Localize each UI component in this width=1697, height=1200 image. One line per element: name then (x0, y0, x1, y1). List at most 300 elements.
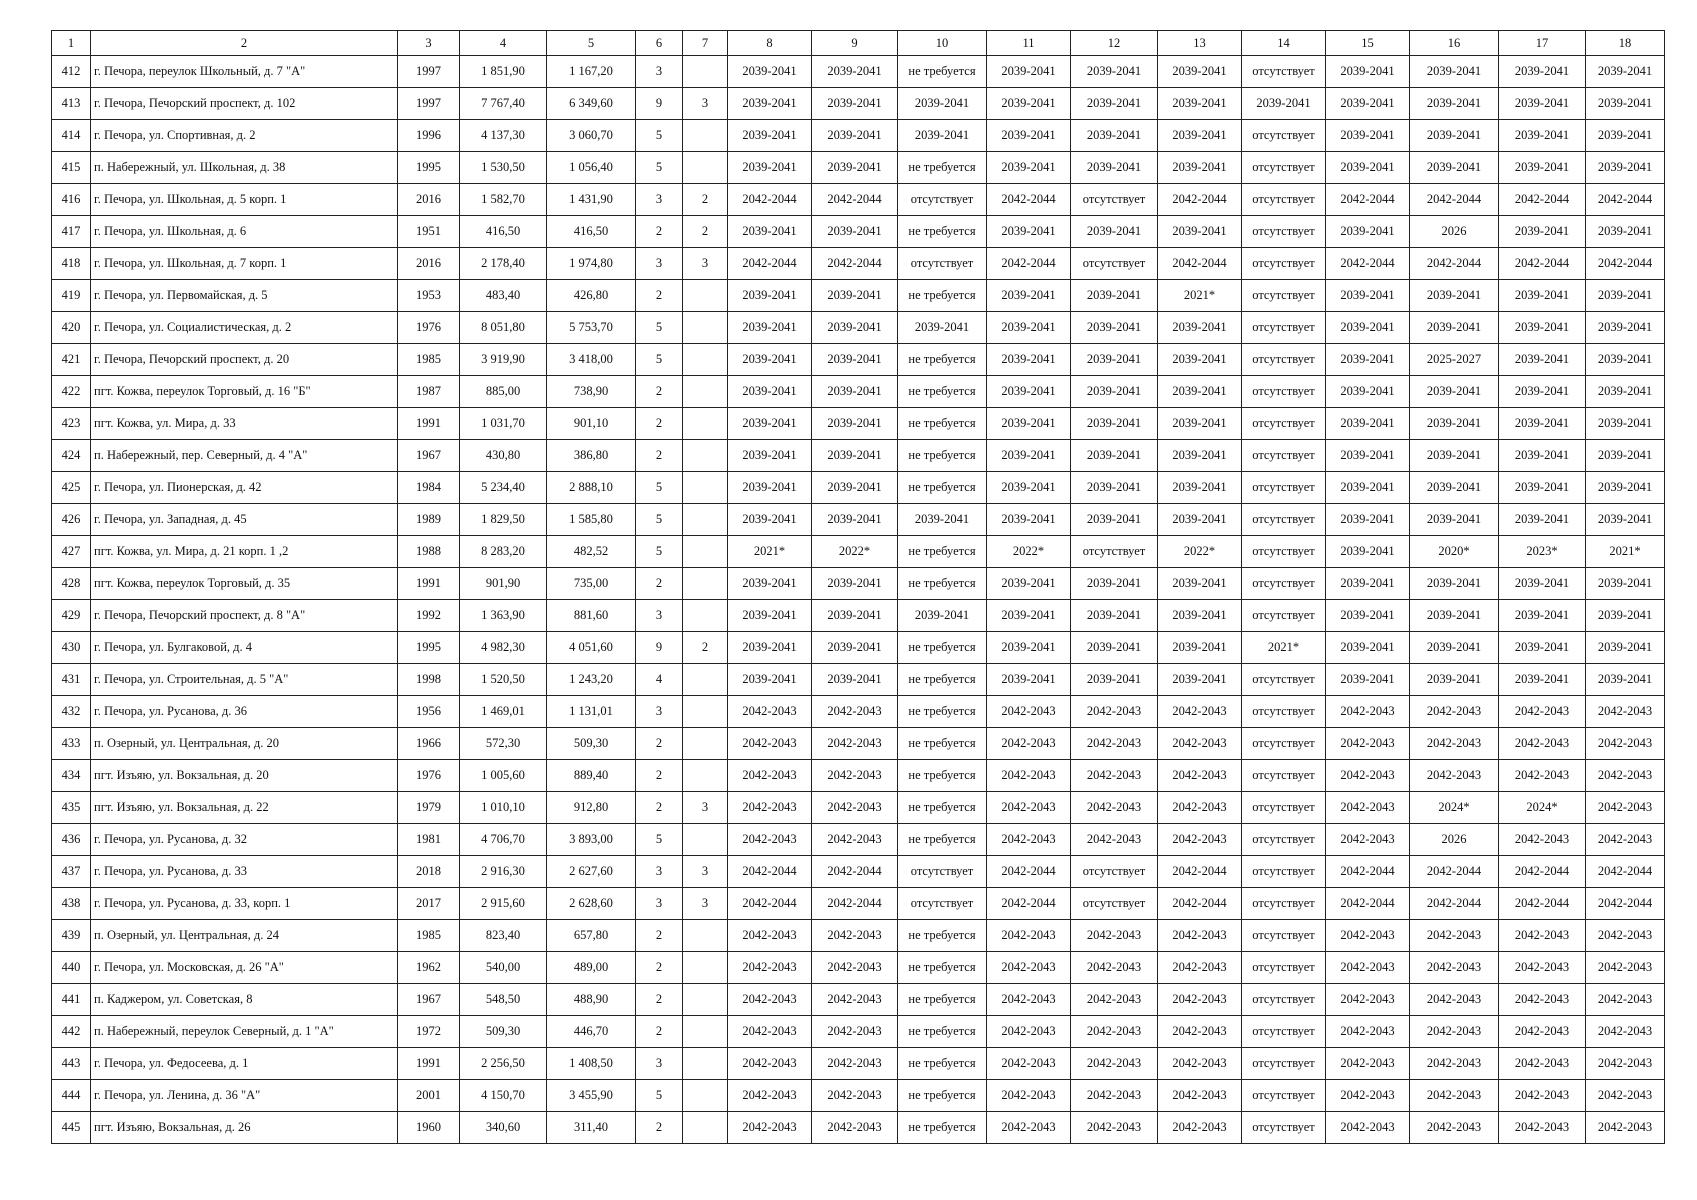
table-cell: 2022* (812, 536, 898, 568)
table-row (52, 88, 1665, 120)
table-cell: 2042-2043 (1586, 728, 1665, 760)
row-number-cell: 429 (52, 600, 91, 632)
column-header-13: 13 (1158, 31, 1242, 56)
table-row (52, 728, 1665, 760)
table-cell: 2039-2041 (1158, 216, 1242, 248)
table-cell: 2039-2041 (1499, 664, 1586, 696)
table-cell: 2042-2044 (1326, 856, 1410, 888)
table-cell: 2039-2041 (1071, 408, 1158, 440)
table-cell: отсутствует (1242, 1048, 1326, 1080)
table-cell: 2039-2041 (728, 568, 812, 600)
table-cell: 2021* (1586, 536, 1665, 568)
table-cell: отсутствует (1242, 920, 1326, 952)
table-cell: 2039-2041 (1410, 664, 1499, 696)
table-cell: отсутствует (1242, 152, 1326, 184)
table-cell: 2042-2044 (1326, 888, 1410, 920)
table-cell: отсутствует (1071, 248, 1158, 280)
table-cell: 3 060,70 (547, 120, 636, 152)
table-cell: 2039-2041 (1410, 88, 1499, 120)
address-cell: г. Печора, ул. Школьная, д. 7 корп. 1 (91, 248, 398, 280)
table-cell: отсутствует (1242, 184, 1326, 216)
table-cell: 3 (636, 856, 683, 888)
table-cell: отсутствует (1242, 728, 1326, 760)
table-cell: 2 (636, 568, 683, 600)
table-cell: 2042-2043 (1586, 1080, 1665, 1112)
table-cell: 1 408,50 (547, 1048, 636, 1080)
address-cell: г. Печора, ул. Социалистическая, д. 2 (91, 312, 398, 344)
table-cell: 2018 (398, 856, 460, 888)
table-cell: 2042-2043 (1586, 952, 1665, 984)
table-cell: 3 (683, 856, 728, 888)
table-cell: 2039-2041 (1158, 600, 1242, 632)
table-cell: 1987 (398, 376, 460, 408)
table-cell: 1972 (398, 1016, 460, 1048)
table-cell: 2042-2044 (1586, 184, 1665, 216)
table-cell: 2042-2043 (812, 920, 898, 952)
table-cell: 2042-2044 (987, 184, 1071, 216)
table-cell: 2042-2044 (1410, 248, 1499, 280)
table-cell: 3 (636, 1048, 683, 1080)
table-cell: 2 (636, 920, 683, 952)
table-cell: 2042-2043 (1326, 984, 1410, 1016)
table-cell: 2042-2043 (728, 952, 812, 984)
table-cell: 2039-2041 (1071, 504, 1158, 536)
table-cell: 2001 (398, 1080, 460, 1112)
table-cell: 2039-2041 (1158, 440, 1242, 472)
housing-repair-schedule-table (51, 30, 1665, 1144)
table-cell: отсутствует (1242, 120, 1326, 152)
table-cell: 2042-2044 (1158, 184, 1242, 216)
table-cell: 2039-2041 (1410, 280, 1499, 312)
table-cell: 2039-2041 (1071, 280, 1158, 312)
table-cell: 2042-2043 (987, 1080, 1071, 1112)
table-cell: 2042-2043 (1499, 728, 1586, 760)
table-row (52, 696, 1665, 728)
table-cell (683, 344, 728, 376)
table-cell: 2039-2041 (812, 664, 898, 696)
address-cell: г. Печора, ул. Пионерская, д. 42 (91, 472, 398, 504)
table-cell: 2039-2041 (987, 152, 1071, 184)
table-cell: 2042-2044 (987, 856, 1071, 888)
table-cell: 572,30 (460, 728, 547, 760)
table-cell: 416,50 (547, 216, 636, 248)
table-cell: 2042-2043 (1499, 1016, 1586, 1048)
table-row (52, 760, 1665, 792)
table-cell: 1966 (398, 728, 460, 760)
table-cell (683, 56, 728, 88)
table-cell: 2039-2041 (1410, 472, 1499, 504)
table-cell: не требуется (898, 152, 987, 184)
table-cell: 3 919,90 (460, 344, 547, 376)
table-cell: 2 (636, 440, 683, 472)
table-cell (683, 1112, 728, 1144)
address-cell: г. Печора, ул. Русанова, д. 33, корп. 1 (91, 888, 398, 920)
table-cell: 2039-2041 (728, 376, 812, 408)
table-cell: отсутствует (1071, 184, 1158, 216)
table-cell: 2 (636, 280, 683, 312)
table-cell: 2039-2041 (1586, 120, 1665, 152)
table-cell: 2020* (1410, 536, 1499, 568)
table-cell: 2039-2041 (1071, 472, 1158, 504)
table-cell: 2039-2041 (1586, 440, 1665, 472)
table-cell (683, 120, 728, 152)
table-cell: 2039-2041 (1071, 344, 1158, 376)
address-cell: пгт. Изъяю, ул. Вокзальная, д. 22 (91, 792, 398, 824)
table-cell: 2039-2041 (1586, 408, 1665, 440)
table-cell: 2039-2041 (1158, 344, 1242, 376)
table-cell: 2039-2041 (1158, 312, 1242, 344)
table-row (52, 568, 1665, 600)
table-cell: 4 (636, 664, 683, 696)
table-cell: 2042-2043 (1499, 1112, 1586, 1144)
table-cell: 2042-2043 (728, 984, 812, 1016)
row-number-cell: 444 (52, 1080, 91, 1112)
table-cell: 2026 (1410, 824, 1499, 856)
row-number-cell: 441 (52, 984, 91, 1016)
table-cell: отсутствует (898, 248, 987, 280)
table-cell (683, 696, 728, 728)
table-cell: 8 283,20 (460, 536, 547, 568)
table-cell: 2042-2043 (1158, 696, 1242, 728)
table-cell: 2042-2043 (1071, 792, 1158, 824)
table-cell: 2042-2043 (1158, 1016, 1242, 1048)
table-cell: 735,00 (547, 568, 636, 600)
row-number-cell: 432 (52, 696, 91, 728)
address-cell: пгт. Изъяю, ул. Вокзальная, д. 20 (91, 760, 398, 792)
column-header-17: 17 (1499, 31, 1586, 56)
table-cell: 2042-2043 (1499, 920, 1586, 952)
table-cell: 2042-2044 (1158, 888, 1242, 920)
table-cell: 2042-2043 (1158, 792, 1242, 824)
table-cell: 2039-2041 (898, 504, 987, 536)
table-cell: 1 167,20 (547, 56, 636, 88)
table-cell (683, 472, 728, 504)
table-cell: 2039-2041 (898, 600, 987, 632)
table-cell: отсутствует (1242, 344, 1326, 376)
table-cell: не требуется (898, 696, 987, 728)
table-cell: 2039-2041 (987, 376, 1071, 408)
table-cell: 2042-2043 (1326, 1048, 1410, 1080)
address-cell: п. Каджером, ул. Советская, 8 (91, 984, 398, 1016)
table-cell: 2039-2041 (1071, 152, 1158, 184)
row-number-cell: 422 (52, 376, 91, 408)
table-cell: 2021* (1242, 632, 1326, 664)
table-cell: 2042-2043 (1410, 1080, 1499, 1112)
table-cell: 2 915,60 (460, 888, 547, 920)
table-cell: 2 (636, 984, 683, 1016)
table-cell: 1 010,10 (460, 792, 547, 824)
column-header-10: 10 (898, 31, 987, 56)
table-cell: 2039-2041 (1586, 88, 1665, 120)
table-cell: 2039-2041 (1499, 440, 1586, 472)
table-cell: 2039-2041 (1586, 152, 1665, 184)
table-cell: 2042-2044 (1410, 856, 1499, 888)
row-number-cell: 416 (52, 184, 91, 216)
table-cell: 2042-2043 (987, 1016, 1071, 1048)
table-row (52, 376, 1665, 408)
table-cell: 311,40 (547, 1112, 636, 1144)
table-row (52, 600, 1665, 632)
table-cell: 2039-2041 (987, 344, 1071, 376)
table-cell: 2042-2043 (987, 696, 1071, 728)
table-cell: 6 349,60 (547, 88, 636, 120)
table-cell: 2017 (398, 888, 460, 920)
table-cell (683, 728, 728, 760)
table-cell: 2042-2044 (812, 888, 898, 920)
table-cell: 2039-2041 (812, 88, 898, 120)
table-cell: 2042-2044 (728, 248, 812, 280)
address-cell: г. Печора, ул. Московская, д. 26 "А" (91, 952, 398, 984)
table-cell: 2021* (1158, 280, 1242, 312)
table-cell (683, 600, 728, 632)
table-cell: 2042-2043 (1158, 952, 1242, 984)
table-cell: 2021* (728, 536, 812, 568)
row-number-cell: 442 (52, 1016, 91, 1048)
table-cell: 2 916,30 (460, 856, 547, 888)
table-cell: 1976 (398, 312, 460, 344)
table-cell: 2022* (1158, 536, 1242, 568)
table-cell: 2042-2043 (1410, 696, 1499, 728)
table-cell: отсутствует (898, 856, 987, 888)
table-cell (683, 760, 728, 792)
table-cell: 2039-2041 (1326, 344, 1410, 376)
table-cell: 2042-2043 (1410, 1112, 1499, 1144)
table-cell: 2042-2043 (1326, 920, 1410, 952)
table-cell: 2039-2041 (1326, 152, 1410, 184)
table-cell: 2039-2041 (987, 88, 1071, 120)
table-cell: 2039-2041 (987, 632, 1071, 664)
table-cell: 2042-2044 (1158, 248, 1242, 280)
table-cell: 2039-2041 (1586, 632, 1665, 664)
table-cell: 2039-2041 (987, 568, 1071, 600)
table-cell: 2039-2041 (1499, 56, 1586, 88)
table-cell: не требуется (898, 1016, 987, 1048)
table-cell: 2042-2044 (1499, 856, 1586, 888)
table-cell: 2039-2041 (1326, 440, 1410, 472)
table-cell: 2042-2043 (1071, 760, 1158, 792)
table-cell: 2039-2041 (1410, 152, 1499, 184)
table-cell: 823,40 (460, 920, 547, 952)
table-cell: 2042-2043 (1326, 1016, 1410, 1048)
table-cell: 1996 (398, 120, 460, 152)
table-cell: 2039-2041 (987, 600, 1071, 632)
table-cell: 2039-2041 (1326, 120, 1410, 152)
table-row (52, 952, 1665, 984)
table-cell: 2039-2041 (1499, 280, 1586, 312)
table-cell: 2039-2041 (1586, 280, 1665, 312)
table-cell: 2042-2043 (728, 696, 812, 728)
table-cell: 2042-2044 (812, 856, 898, 888)
table-cell: 2042-2043 (812, 1016, 898, 1048)
table-cell: 2039-2041 (987, 312, 1071, 344)
table-cell: отсутствует (1242, 280, 1326, 312)
table-cell: 2039-2041 (1158, 664, 1242, 696)
table-cell: 2042-2043 (987, 952, 1071, 984)
table-cell: 2026 (1410, 216, 1499, 248)
table-cell: 2039-2041 (1158, 88, 1242, 120)
table-cell: не требуется (898, 440, 987, 472)
table-cell: 340,60 (460, 1112, 547, 1144)
table-cell: 2042-2044 (987, 888, 1071, 920)
table-cell: 1998 (398, 664, 460, 696)
table-cell: не требуется (898, 920, 987, 952)
table-cell: 2042-2043 (1499, 696, 1586, 728)
table-cell: 2042-2043 (1326, 1080, 1410, 1112)
table-cell: 1981 (398, 824, 460, 856)
address-cell: г. Печора, ул. Русанова, д. 36 (91, 696, 398, 728)
table-cell: 2042-2043 (987, 1112, 1071, 1144)
table-row (52, 1016, 1665, 1048)
table-cell: 2039-2041 (1499, 216, 1586, 248)
column-header-4: 4 (460, 31, 547, 56)
table-cell: отсутствует (1242, 792, 1326, 824)
table-cell: отсутствует (1242, 824, 1326, 856)
table-cell: 2039-2041 (728, 312, 812, 344)
table-cell: 7 767,40 (460, 88, 547, 120)
table-cell: 2039-2041 (812, 440, 898, 472)
table-cell: отсутствует (1242, 984, 1326, 1016)
table-cell: 5 234,40 (460, 472, 547, 504)
table-cell: 426,80 (547, 280, 636, 312)
table-cell: 1985 (398, 920, 460, 952)
table-cell: 2039-2041 (898, 120, 987, 152)
table-cell (683, 1080, 728, 1112)
table-cell: 2042-2043 (1586, 1048, 1665, 1080)
table-cell: 2039-2041 (1586, 600, 1665, 632)
table-cell: отсутствует (898, 888, 987, 920)
table-cell: 2039-2041 (1326, 536, 1410, 568)
table-cell: 2039-2041 (1410, 312, 1499, 344)
address-cell: п. Набережный, ул. Школьная, д. 38 (91, 152, 398, 184)
table-cell: 1 829,50 (460, 504, 547, 536)
table-row (52, 120, 1665, 152)
table-cell: 2039-2041 (1158, 408, 1242, 440)
table-cell: 2042-2043 (1158, 760, 1242, 792)
table-cell: 5 753,70 (547, 312, 636, 344)
table-cell (683, 984, 728, 1016)
table-cell: 2042-2043 (1326, 824, 1410, 856)
table-cell: 2039-2041 (1410, 376, 1499, 408)
address-cell: п. Озерный, ул. Центральная, д. 24 (91, 920, 398, 952)
table-cell: 5 (636, 472, 683, 504)
table-cell: отсутствует (1071, 888, 1158, 920)
table-cell: 2042-2043 (812, 1048, 898, 1080)
table-cell: 2039-2041 (1158, 376, 1242, 408)
table-cell: 2039-2041 (1158, 152, 1242, 184)
table-cell: 8 051,80 (460, 312, 547, 344)
table-cell: 2039-2041 (1071, 600, 1158, 632)
row-number-cell: 433 (52, 728, 91, 760)
table-cell: 5 (636, 504, 683, 536)
table-cell: 2016 (398, 184, 460, 216)
table-cell: 2039-2041 (1586, 504, 1665, 536)
table-row (52, 408, 1665, 440)
table-cell: 2039-2041 (987, 56, 1071, 88)
table-cell: не требуется (898, 664, 987, 696)
table-cell: 2042-2043 (1586, 824, 1665, 856)
table-cell: 2042-2043 (1410, 760, 1499, 792)
table-cell: 2042-2043 (812, 696, 898, 728)
table-cell: отсутствует (1242, 376, 1326, 408)
table-cell: 1 131,01 (547, 696, 636, 728)
table-cell: 2042-2043 (987, 824, 1071, 856)
table-cell: не требуется (898, 760, 987, 792)
table-cell: 1995 (398, 632, 460, 664)
table-cell: 2042-2043 (987, 984, 1071, 1016)
table-row (52, 664, 1665, 696)
row-number-cell: 420 (52, 312, 91, 344)
table-cell: 2039-2041 (1071, 312, 1158, 344)
table-cell: 2042-2044 (1410, 184, 1499, 216)
table-cell: 2039-2041 (728, 664, 812, 696)
table-row (52, 792, 1665, 824)
table-cell: 2039-2041 (1326, 280, 1410, 312)
table-row (52, 1080, 1665, 1112)
table-cell: 2 (636, 952, 683, 984)
table-cell: 2039-2041 (1071, 568, 1158, 600)
table-cell: 2039-2041 (1499, 88, 1586, 120)
table-cell: 2 (636, 408, 683, 440)
table-cell: 2039-2041 (812, 376, 898, 408)
table-cell: 2039-2041 (1586, 472, 1665, 504)
table-cell: 2042-2044 (728, 184, 812, 216)
table-cell: отсутствует (1242, 1112, 1326, 1144)
table-row (52, 280, 1665, 312)
table-cell: 1 530,50 (460, 152, 547, 184)
row-number-cell: 443 (52, 1048, 91, 1080)
table-cell: 2 (636, 376, 683, 408)
table-cell: 901,10 (547, 408, 636, 440)
table-cell: 2042-2044 (1586, 856, 1665, 888)
table-cell: не требуется (898, 280, 987, 312)
table-cell: 1984 (398, 472, 460, 504)
address-cell: п. Озерный, ул. Центральная, д. 20 (91, 728, 398, 760)
table-cell: 1988 (398, 536, 460, 568)
table-cell (683, 376, 728, 408)
table-cell: 2042-2043 (1499, 760, 1586, 792)
table-cell: 2039-2041 (1499, 632, 1586, 664)
table-cell: отсутствует (1242, 1080, 1326, 1112)
table-cell: 2 (636, 760, 683, 792)
table-cell: 2042-2043 (1071, 1080, 1158, 1112)
table-cell: отсутствует (1242, 408, 1326, 440)
table-cell: 2039-2041 (1071, 632, 1158, 664)
row-number-cell: 425 (52, 472, 91, 504)
table-row (52, 920, 1665, 952)
table-cell: 2042-2043 (812, 984, 898, 1016)
table-cell: 2042-2044 (1499, 888, 1586, 920)
table-cell: 2039-2041 (812, 56, 898, 88)
table-cell: 2039-2041 (1326, 88, 1410, 120)
table-cell: 483,40 (460, 280, 547, 312)
table-cell: отсутствует (1242, 440, 1326, 472)
table-cell: 2042-2043 (1326, 696, 1410, 728)
table-cell: отсутствует (1242, 504, 1326, 536)
table-cell: отсутствует (1242, 216, 1326, 248)
table-cell: 2039-2041 (728, 504, 812, 536)
table-cell: 2042-2043 (987, 792, 1071, 824)
table-cell: 2039-2041 (1410, 568, 1499, 600)
table-cell: 2039-2041 (1326, 376, 1410, 408)
table-cell: 540,00 (460, 952, 547, 984)
table-cell: 2039-2041 (1071, 88, 1158, 120)
table-cell: 2042-2043 (1071, 824, 1158, 856)
table-cell: 2 (636, 1112, 683, 1144)
table-cell: не требуется (898, 472, 987, 504)
table-cell: 2039-2041 (1071, 440, 1158, 472)
table-cell: 5 (636, 824, 683, 856)
table-cell: 2042-2043 (812, 952, 898, 984)
